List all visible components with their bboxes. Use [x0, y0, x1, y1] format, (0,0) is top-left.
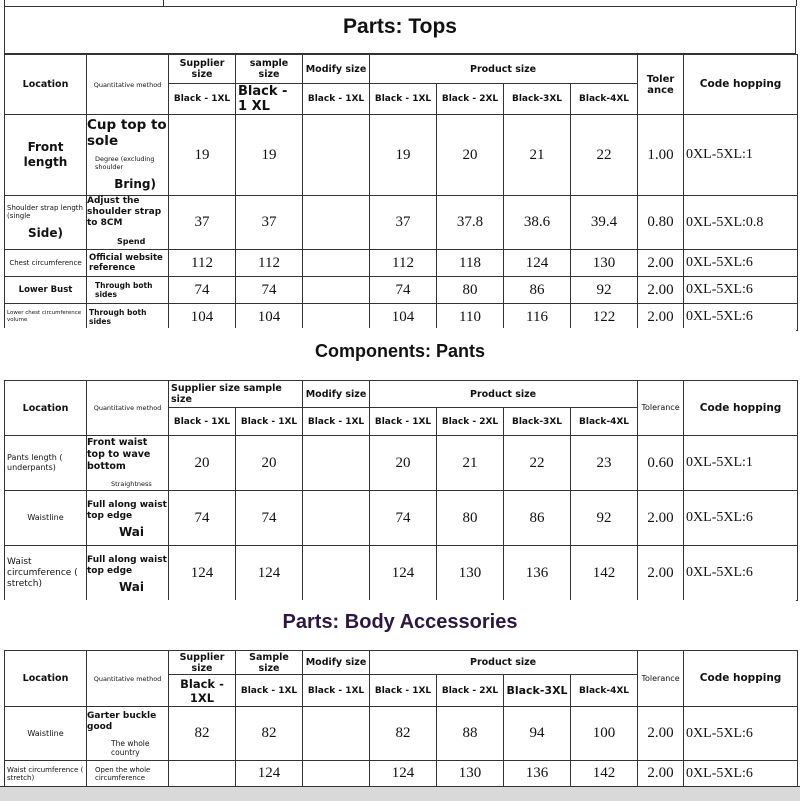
value-cell: 124 — [504, 250, 571, 277]
tops-title: Parts: Tops — [4, 6, 796, 54]
value-cell: 112 — [169, 250, 236, 277]
value-cell: 110 — [437, 304, 504, 331]
value-cell — [303, 196, 370, 250]
header-code-hopping: Code hopping — [684, 381, 798, 436]
value-cell: 39.4 — [571, 196, 638, 250]
method-subtext: Wai — [119, 524, 145, 539]
header-code-hopping: Code hopping — [684, 55, 798, 115]
value-cell: 136 — [504, 761, 571, 787]
value-cell: 19 — [370, 115, 437, 196]
tolerance-cell: 2.00 — [638, 250, 684, 277]
code-hopping-cell: 0XL-5XL:6 — [684, 277, 798, 304]
method-subtext: Degree (excluding shoulder — [95, 155, 155, 171]
size-label: Black - 1XL — [303, 408, 370, 436]
size-label: Black - 1XL — [169, 84, 236, 115]
value-cell: 130 — [437, 761, 504, 787]
tolerance-cell: 2.00 — [638, 707, 684, 761]
method-subtext: The whole country — [111, 738, 150, 757]
code-hopping-cell: 0XL-5XL:1 — [684, 115, 798, 196]
tops-table — [4, 54, 798, 331]
value-cell: 74 — [236, 491, 303, 546]
pants-title: Components: Pants — [4, 328, 796, 380]
size-label: Black-4XL — [571, 84, 638, 115]
method-subtext: Wai — [119, 579, 145, 594]
tolerance-cell: 0.60 — [638, 436, 684, 491]
value-cell: 88 — [437, 707, 504, 761]
value-cell — [303, 761, 370, 787]
value-cell: 124 — [236, 761, 303, 787]
method-text: Through both sides — [87, 277, 169, 304]
value-cell: 21 — [437, 436, 504, 491]
header-location: Location — [5, 381, 87, 436]
size-label: Black - 1XL — [370, 84, 437, 115]
value-cell: 112 — [370, 250, 437, 277]
value-cell: 118 — [437, 250, 504, 277]
value-cell — [303, 115, 370, 196]
method-text: Through both sides — [87, 304, 169, 331]
code-hopping-cell: 0XL-5XL:0.8 — [684, 196, 798, 250]
size-label: Black - 1XL — [169, 675, 236, 707]
header-supplier-size: Supplier size — [169, 651, 236, 675]
footer-band — [0, 786, 800, 801]
accessories-title: Parts: Body Accessories — [4, 600, 796, 650]
code-hopping-cell: 0XL-5XL:6 — [684, 304, 798, 331]
tolerance-cell: 2.00 — [638, 491, 684, 546]
value-cell: 104 — [236, 304, 303, 331]
header-tolerance: Toler ance — [638, 55, 684, 115]
value-cell: 92 — [571, 491, 638, 546]
value-cell: 82 — [236, 707, 303, 761]
value-cell: 37 — [169, 196, 236, 250]
value-cell: 142 — [571, 761, 638, 787]
method-subtext: Spend — [117, 237, 146, 246]
header-modify-size: Modify size — [303, 651, 370, 675]
accessories-table — [4, 650, 798, 787]
size-label: Black - 1XL — [370, 408, 437, 436]
size-label: Black - 1XL — [169, 408, 236, 436]
tolerance-cell: 0.80 — [638, 196, 684, 250]
value-cell: 37 — [370, 196, 437, 250]
size-label: Black-3XL — [504, 408, 571, 436]
row-location: Waist circumference ( stretch) — [5, 761, 87, 787]
tolerance-cell: 2.00 — [638, 761, 684, 787]
value-cell — [303, 277, 370, 304]
value-cell: 37 — [236, 196, 303, 250]
code-hopping-cell: 0XL-5XL:1 — [684, 436, 798, 491]
method-text: Open the whole circumference — [87, 761, 169, 787]
size-label: Black-3XL — [504, 675, 571, 707]
size-label: Black - 1XL — [370, 675, 437, 707]
value-cell: 20 — [370, 436, 437, 491]
size-label: Black - 1XL — [236, 675, 303, 707]
code-hopping-cell: 0XL-5XL:6 — [684, 761, 798, 787]
value-cell: 80 — [437, 491, 504, 546]
row-location: Waistline — [5, 491, 87, 546]
size-label: Black - 1XL — [303, 675, 370, 707]
header-sample-size: sample size — [236, 55, 303, 84]
value-cell: 86 — [504, 277, 571, 304]
value-cell — [303, 304, 370, 331]
value-cell: 20 — [236, 436, 303, 491]
method-subtext: Straightness — [111, 480, 152, 488]
size-label: Black - 2XL — [437, 408, 504, 436]
value-cell: 80 — [437, 277, 504, 304]
header-location: Location — [5, 55, 87, 115]
value-cell: 112 — [236, 250, 303, 277]
tolerance-cell: 1.00 — [638, 115, 684, 196]
method-text: Adjust the shoulder strap to 8CM — [87, 196, 162, 228]
size-label: Black-3XL — [504, 84, 571, 115]
method-text: Cup top to sole — [87, 117, 167, 149]
value-cell: 104 — [169, 304, 236, 331]
row-location: Lower chest circumference volume — [5, 304, 87, 331]
size-label: Black - 1XL — [236, 408, 303, 436]
header-supplier-size: Supplier size — [169, 55, 236, 84]
value-cell: 22 — [571, 115, 638, 196]
header-product-size: Product size — [370, 55, 638, 84]
size-label: Black - 2XL — [437, 84, 504, 115]
header-location: Location — [5, 651, 87, 707]
row-location: Waistline — [5, 707, 87, 761]
header-quantitative-method: Quantitative method — [87, 55, 169, 115]
method-text: Full along waist top edge — [87, 499, 167, 521]
method-text: Garter buckle good — [87, 710, 157, 732]
row-location: Front length — [5, 115, 87, 196]
value-cell: 19 — [169, 115, 236, 196]
value-cell: 20 — [169, 436, 236, 491]
value-cell: 92 — [571, 277, 638, 304]
code-hopping-cell: 0XL-5XL:6 — [684, 546, 798, 601]
value-cell: 124 — [370, 546, 437, 601]
header-modify-size: Modify size — [303, 55, 370, 84]
tolerance-cell: 2.00 — [638, 277, 684, 304]
row-location: Shoulder strap length (single — [7, 204, 83, 220]
value-cell: 74 — [236, 277, 303, 304]
value-cell — [303, 707, 370, 761]
value-cell: 21 — [504, 115, 571, 196]
row-location: Chest circumference — [5, 250, 87, 277]
row-location: Lower Bust — [5, 277, 87, 304]
value-cell: 86 — [504, 491, 571, 546]
value-cell — [303, 546, 370, 601]
value-cell: 122 — [571, 304, 638, 331]
header-quantitative-method: Quantitative method — [87, 381, 169, 436]
header-modify-size: Modify size — [303, 381, 370, 408]
value-cell — [303, 491, 370, 546]
method-text: Official website reference — [87, 250, 169, 277]
code-hopping-cell: 0XL-5XL:6 — [684, 707, 798, 761]
value-cell: 74 — [169, 491, 236, 546]
method-text: Front waist top to wave bottom — [87, 437, 151, 472]
row-location: Waist circumference ( stretch) — [5, 546, 87, 601]
value-cell: 104 — [370, 304, 437, 331]
value-cell: 22 — [504, 436, 571, 491]
value-cell — [169, 761, 236, 787]
value-cell: 38.6 — [504, 196, 571, 250]
header-tolerance: Tolerance — [638, 381, 684, 436]
size-label: Black - 1XL — [303, 84, 370, 115]
value-cell: 23 — [571, 436, 638, 491]
size-label: Black - 2XL — [437, 675, 504, 707]
header-supplier-sample-size: Supplier size sample size — [169, 381, 303, 408]
value-cell: 100 — [571, 707, 638, 761]
value-cell: 130 — [437, 546, 504, 601]
size-label: Black-4XL — [571, 408, 638, 436]
value-cell: 20 — [437, 115, 504, 196]
value-cell: 74 — [370, 491, 437, 546]
header-sample-size: Sample size — [236, 651, 303, 675]
value-cell: 142 — [571, 546, 638, 601]
header-product-size: Product size — [370, 381, 638, 408]
header-code-hopping: Code hopping — [684, 651, 798, 707]
header-quantitative-method: Quantitative method — [87, 651, 169, 707]
value-cell: 37.8 — [437, 196, 504, 250]
size-label: Black-4XL — [571, 675, 638, 707]
value-cell: 116 — [504, 304, 571, 331]
code-hopping-cell: 0XL-5XL:6 — [684, 250, 798, 277]
pants-table — [4, 380, 798, 601]
value-cell: 130 — [571, 250, 638, 277]
value-cell: 124 — [236, 546, 303, 601]
row-location-suffix: Side) — [28, 226, 63, 240]
header-product-size: Product size — [370, 651, 638, 675]
header-tolerance: Tolerance — [638, 651, 684, 707]
value-cell: 19 — [236, 115, 303, 196]
code-hopping-cell: 0XL-5XL:6 — [684, 491, 798, 546]
value-cell: 74 — [370, 277, 437, 304]
value-cell: 94 — [504, 707, 571, 761]
tolerance-cell: 2.00 — [638, 546, 684, 601]
size-label: Black - 1 XL — [236, 84, 303, 115]
value-cell — [303, 250, 370, 277]
value-cell: 124 — [370, 761, 437, 787]
value-cell: 82 — [370, 707, 437, 761]
value-cell — [303, 436, 370, 491]
method-text: Full along waist top edge — [87, 554, 167, 576]
value-cell: 82 — [169, 707, 236, 761]
tolerance-cell: 2.00 — [638, 304, 684, 331]
method-subtext: Bring) — [114, 177, 156, 191]
row-location: Pants length ( underpants) — [5, 436, 87, 491]
value-cell: 136 — [504, 546, 571, 601]
value-cell: 74 — [169, 277, 236, 304]
value-cell: 124 — [169, 546, 236, 601]
